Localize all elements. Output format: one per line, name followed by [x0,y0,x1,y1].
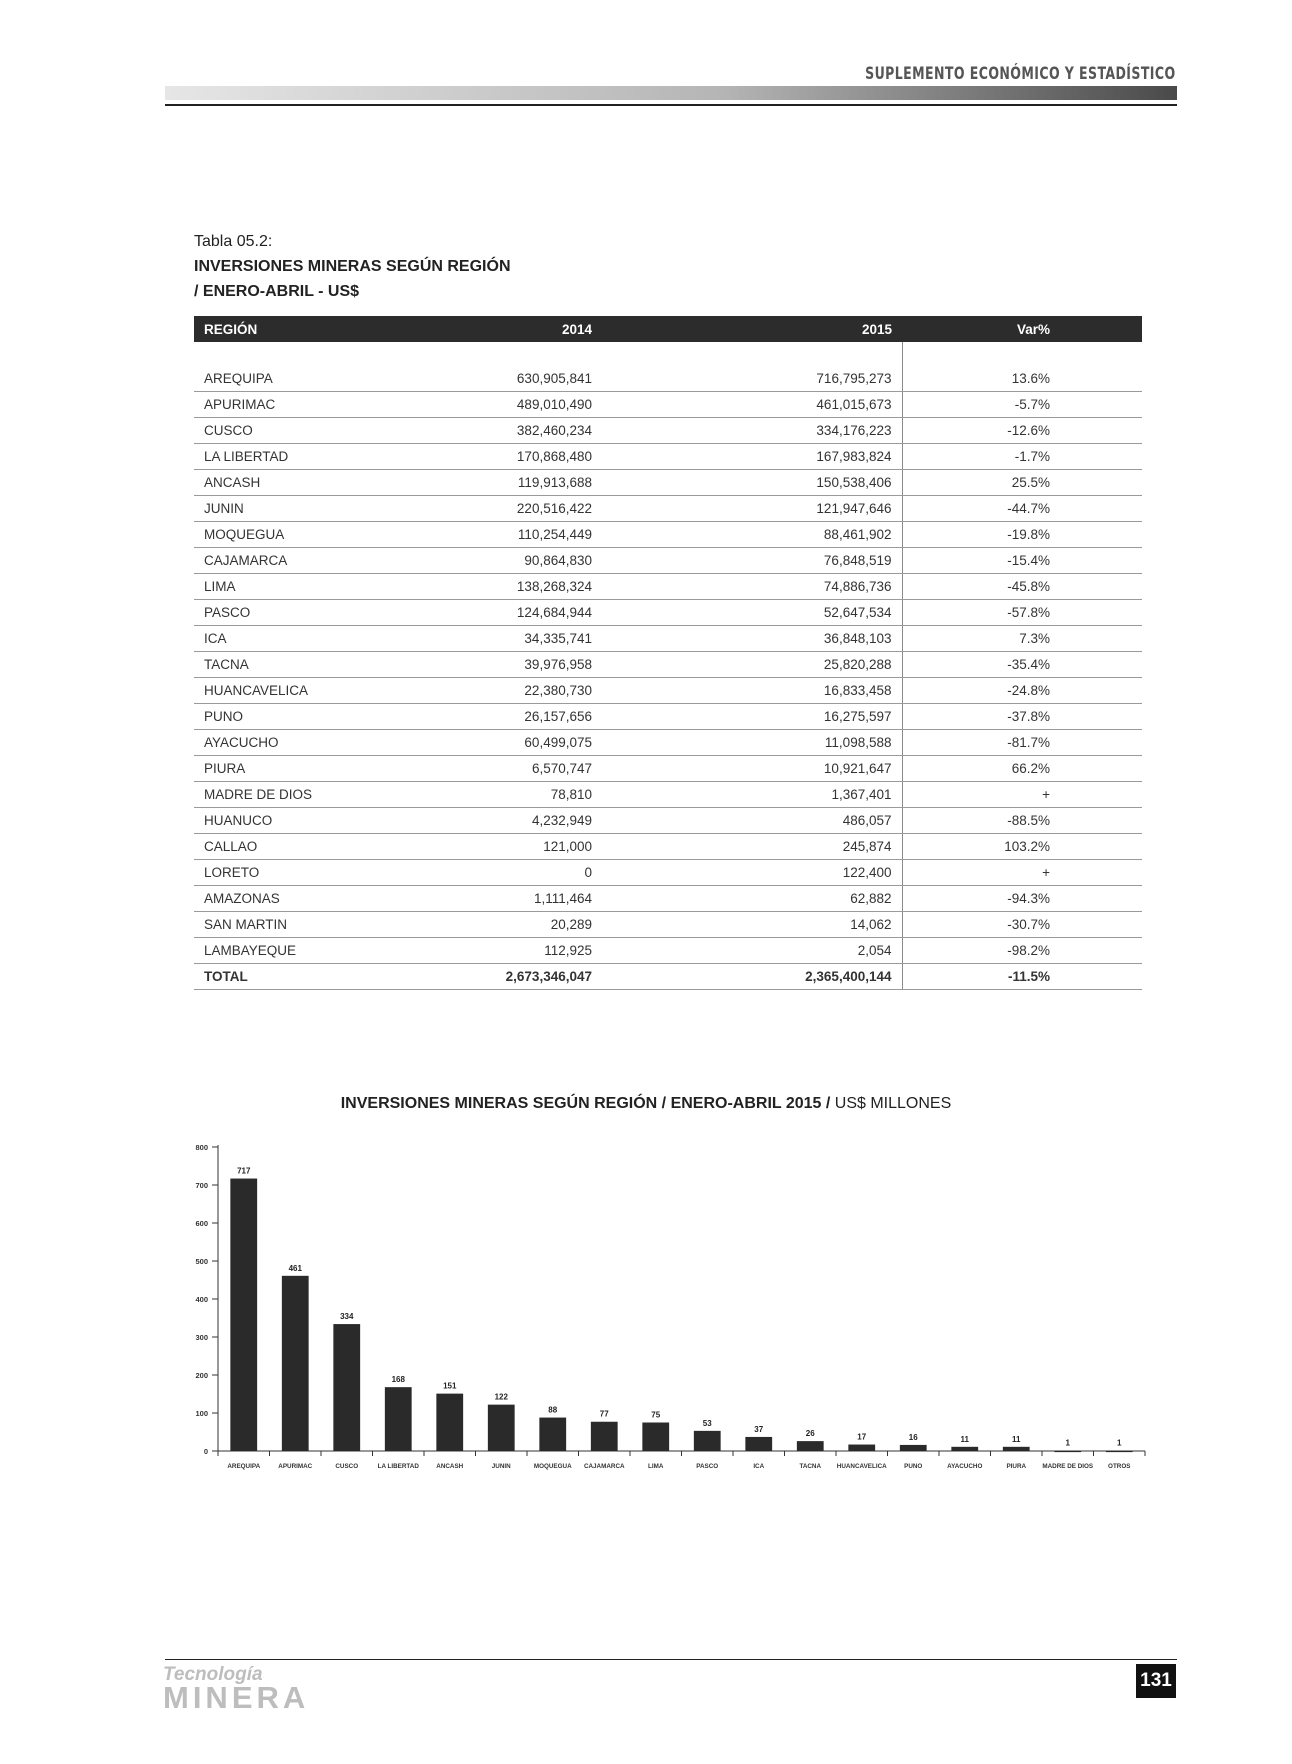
bar [230,1179,257,1451]
total-2015: 2,365,400,144 [602,964,902,990]
table-row [194,860,1142,886]
table-row [194,782,1142,808]
y-tick-label: 300 [195,1333,208,1342]
cell-2014: 6,570,747 [414,756,602,782]
category-label: AREQUIPA [227,1463,261,1470]
cell-region: LA LIBERTAD [194,444,414,470]
bar-value-label: 26 [805,1429,815,1439]
cell-2015: 245,874 [602,834,902,860]
bar-value-label: 11 [960,1434,969,1444]
cell-2014: 630,905,841 [414,366,602,392]
bar [642,1423,669,1452]
bar [951,1447,978,1451]
cell-region: LIMA [194,574,414,600]
cell-var: -15.4% [902,548,1142,574]
investment-table [194,316,1142,990]
header-2015: 2015 [602,316,902,342]
cell-region: ANCASH [194,470,414,496]
cell-var: -81.7% [902,730,1142,756]
total-label: TOTAL [194,964,414,990]
cell-var: -35.4% [902,652,1142,678]
cell-2015: 76,848,519 [602,548,902,574]
table-row [194,600,1142,626]
cell-2014: 39,976,958 [414,652,602,678]
table-total-row [194,964,1142,990]
table-row [194,834,1142,860]
chart-title-unit: US$ MILLONES [834,1095,952,1112]
table-row [194,756,1142,782]
table-row [194,496,1142,522]
cell-2015: 716,795,273 [602,366,902,392]
table-row [194,704,1142,730]
category-label: LIMA [648,1463,664,1470]
cell-2015: 11,098,588 [602,730,902,756]
cell-var: -45.8% [902,574,1142,600]
cell-2014: 112,925 [414,938,602,964]
cell-2014: 1,111,464 [414,886,602,912]
cell-2014: 119,913,688 [414,470,602,496]
cell-2015: 16,833,458 [602,678,902,704]
cell-var: -19.8% [902,522,1142,548]
cell-2014: 22,380,730 [414,678,602,704]
cell-2015: 121,947,646 [602,496,902,522]
bar-value-label: 334 [340,1312,354,1322]
y-tick-label: 700 [195,1181,208,1190]
table-row [194,392,1142,418]
cell-var: -57.8% [902,600,1142,626]
page-number: 131 [1136,1664,1176,1698]
y-tick-label: 600 [195,1219,208,1228]
cell-region: PUNO [194,704,414,730]
total-2014: 2,673,346,047 [414,964,602,990]
cell-2014: 26,157,656 [414,704,602,730]
header-region: REGIÓN [194,316,414,342]
table-spacer-row [194,342,1142,366]
cell-2015: 74,886,736 [602,574,902,600]
table-row [194,938,1142,964]
y-tick-label: 100 [195,1409,208,1418]
table-row [194,366,1142,392]
cell-region: PASCO [194,600,414,626]
cell-region: LAMBAYEQUE [194,938,414,964]
bar-value-label: 88 [548,1405,558,1415]
cell-region: LORETO [194,860,414,886]
category-label: PUNO [904,1463,923,1470]
table-row [194,678,1142,704]
table-caption [194,229,511,304]
cell-2015: 122,400 [602,860,902,886]
bar-value-label: 11 [1012,1434,1021,1444]
header-var: Var% [902,316,1142,342]
caption-subtitle: / ENERO-ABRIL - US$ [194,283,360,300]
bar-value-label: 1 [1117,1438,1122,1448]
category-label: CAJAMARCA [583,1463,625,1470]
bar-value-label: 75 [651,1410,661,1420]
bar [900,1445,927,1451]
category-label: ANCASH [436,1463,464,1470]
cell-2014: 20,289 [414,912,602,938]
bar-chart [180,1130,1160,1480]
category-label: MADRE DE DIOS [1042,1463,1094,1470]
cell-region: PIURA [194,756,414,782]
cell-2015: 150,538,406 [602,470,902,496]
category-label: LA LIBERTAD [377,1463,419,1470]
bar [694,1431,721,1451]
bar-value-label: 717 [237,1166,251,1176]
category-label: MOQUEGUA [533,1463,572,1470]
cell-var: -98.2% [902,938,1142,964]
cell-region: JUNIN [194,496,414,522]
cell-2014: 90,864,830 [414,548,602,574]
category-label: CUSCO [335,1463,359,1470]
table-row [194,444,1142,470]
table-row [194,522,1142,548]
cell-2015: 88,461,902 [602,522,902,548]
logo-line2: MINERA [163,1680,310,1715]
header-2014: 2014 [414,316,602,342]
y-tick-label: 500 [195,1257,208,1266]
category-label: ICA [753,1463,765,1470]
category-label: TACNA [799,1463,822,1470]
bar [436,1394,463,1451]
cell-2014: 220,516,422 [414,496,602,522]
cell-region: HUANUCO [194,808,414,834]
bar [488,1405,515,1451]
cell-var: + [902,782,1142,808]
table-body [194,342,1142,990]
bar [745,1437,772,1451]
table-row [194,418,1142,444]
category-label: APURIMAC [278,1463,313,1470]
cell-region: AMAZONAS [194,886,414,912]
bar [797,1441,824,1451]
cell-2015: 14,062 [602,912,902,938]
bar [1054,1451,1081,1453]
cell-var: -88.5% [902,808,1142,834]
cell-var: 7.3% [902,626,1142,652]
cell-region: APURIMAC [194,392,414,418]
cell-2015: 36,848,103 [602,626,902,652]
cell-var: 66.2% [902,756,1142,782]
cell-2014: 4,232,949 [414,808,602,834]
tecnologia-minera-logo [163,1664,310,1715]
cell-2014: 78,810 [414,782,602,808]
cell-2014: 121,000 [414,834,602,860]
bar [539,1418,566,1451]
bar-value-label: 1 [1065,1438,1070,1448]
cell-2014: 0 [414,860,602,886]
cell-region: ICA [194,626,414,652]
cell-var: -44.7% [902,496,1142,522]
cell-2015: 1,367,401 [602,782,902,808]
cell-2015: 334,176,223 [602,418,902,444]
y-tick-label: 0 [203,1447,208,1456]
cell-region: AYACUCHO [194,730,414,756]
cell-2015: 16,275,597 [602,704,902,730]
bar-value-label: 168 [391,1375,405,1385]
cell-var: 13.6% [902,366,1142,392]
cell-var: -24.8% [902,678,1142,704]
cell-var: + [902,860,1142,886]
cell-var: 103.2% [902,834,1142,860]
table-row [194,470,1142,496]
category-label: PASCO [696,1463,719,1470]
cell-region: CALLAO [194,834,414,860]
bar-value-label: 53 [702,1418,712,1428]
category-label: PIURA [1006,1463,1027,1470]
category-label: HUANCAVELICA [836,1463,887,1470]
table-row [194,548,1142,574]
cell-region: HUANCAVELICA [194,678,414,704]
chart-title-main: INVERSIONES MINERAS SEGÚN REGIÓN / ENERO-ABRIL 2015 / [340,1095,835,1112]
table-row [194,626,1142,652]
bar-value-label: 17 [857,1432,867,1442]
cell-region: MADRE DE DIOS [194,782,414,808]
bar [385,1387,412,1451]
total-var: -11.5% [902,964,1142,990]
cell-2014: 489,010,490 [414,392,602,418]
cell-2015: 52,647,534 [602,600,902,626]
bar [282,1276,309,1451]
cell-var: -5.7% [902,392,1142,418]
cell-2014: 170,868,480 [414,444,602,470]
bar-value-label: 77 [599,1409,609,1419]
cell-2014: 34,335,741 [414,626,602,652]
cell-var: 25.5% [902,470,1142,496]
cell-2015: 62,882 [602,886,902,912]
cell-var: -1.7% [902,444,1142,470]
chart-title [0,1095,1292,1113]
cell-2014: 124,684,944 [414,600,602,626]
header-rule [165,104,1177,106]
y-tick-label: 400 [195,1295,208,1304]
header-title: SUPLEMENTO ECONÓMICO Y ESTADÍSTICO [865,64,1176,84]
category-label: OTROS [1108,1463,1131,1470]
cell-var: -37.8% [902,704,1142,730]
caption-table-number: Tabla 05.2: [194,233,273,250]
bar [1106,1451,1133,1453]
logo-line1: Tecnología [163,1664,263,1685]
category-label: JUNIN [491,1463,511,1470]
cell-region: CUSCO [194,418,414,444]
cell-region: TACNA [194,652,414,678]
cell-2015: 2,054 [602,938,902,964]
header-gradient-bar [165,86,1177,100]
y-tick-label: 800 [195,1143,208,1152]
cell-var: -30.7% [902,912,1142,938]
cell-2014: 60,499,075 [414,730,602,756]
cell-2015: 486,057 [602,808,902,834]
bar-value-label: 151 [443,1381,457,1391]
bar-value-label: 16 [908,1432,918,1442]
table-header-row [194,316,1142,342]
bar [848,1445,875,1451]
cell-2015: 10,921,647 [602,756,902,782]
cell-region: CAJAMARCA [194,548,414,574]
cell-region: AREQUIPA [194,366,414,392]
cell-2015: 461,015,673 [602,392,902,418]
table-row [194,912,1142,938]
table-row [194,574,1142,600]
bar-value-label: 37 [754,1424,764,1434]
bar [1003,1447,1030,1451]
cell-var: -94.3% [902,886,1142,912]
cell-2015: 167,983,824 [602,444,902,470]
table-row [194,730,1142,756]
table-row [194,652,1142,678]
table-row [194,808,1142,834]
cell-region: MOQUEGUA [194,522,414,548]
caption-title: INVERSIONES MINERAS SEGÚN REGIÓN [194,258,511,275]
category-label: AYACUCHO [947,1463,983,1470]
cell-2015: 25,820,288 [602,652,902,678]
bar-value-label: 461 [288,1263,302,1273]
y-tick-label: 200 [195,1371,208,1380]
footer-rule [165,1659,1177,1660]
bar-value-label: 122 [494,1392,508,1402]
cell-region: SAN MARTIN [194,912,414,938]
table-row [194,886,1142,912]
cell-2014: 110,254,449 [414,522,602,548]
cell-2014: 138,268,324 [414,574,602,600]
cell-var: -12.6% [902,418,1142,444]
bar [591,1422,618,1451]
cell-2014: 382,460,234 [414,418,602,444]
bar [333,1324,360,1451]
